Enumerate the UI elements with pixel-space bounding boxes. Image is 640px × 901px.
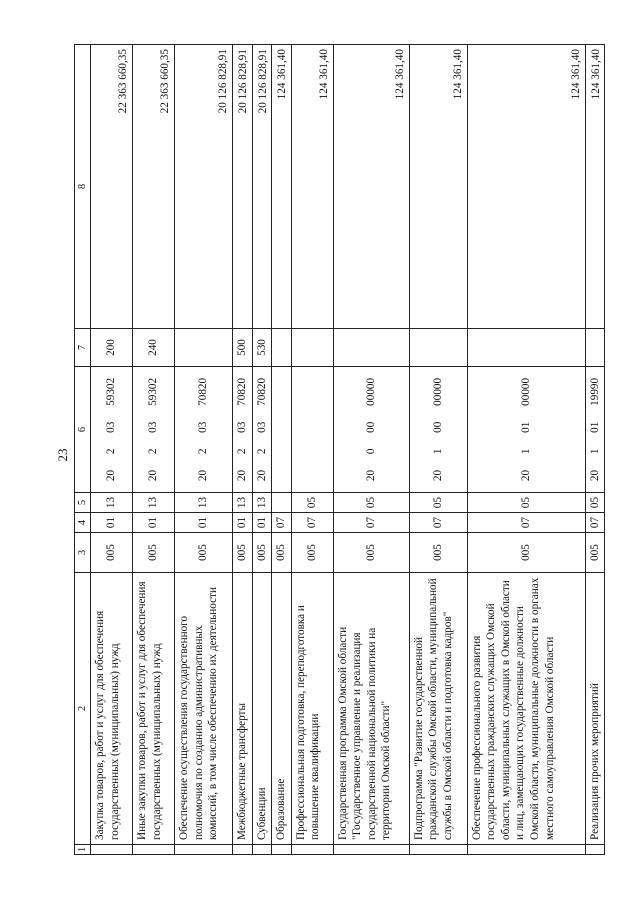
row-col-1 [585,845,605,855]
row-col-7: 200 [91,329,133,367]
row-col-4: 07 [585,513,605,533]
row-target-code [585,367,605,493]
row-col-3: 005 [233,533,253,573]
row-col-5: 13 [91,493,133,513]
code-part: 20 [105,469,118,482]
code-part: 2 [147,448,160,455]
code-part: 2 [105,448,118,455]
code-part: 20 [255,469,268,482]
header-row [75,45,91,855]
table-row [175,45,233,855]
code-part: 2 [197,448,210,455]
row-col-3: 005 [291,533,333,573]
row-col-4: 07 [409,513,467,533]
row-col-3: 005 [272,533,292,573]
header-cell-8: 8 [75,45,91,329]
table-row [133,45,175,855]
row-col-3: 005 [467,533,585,573]
row-col-1 [175,845,233,855]
row-amount: 22 363 660,35 [133,45,175,329]
row-col-1 [409,845,467,855]
code-part: 59302 [105,377,118,406]
code-part: 03 [236,421,248,433]
row-amount: 124 361,40 [467,45,585,329]
code-part: 2 [236,448,248,455]
row-amount: 20 126 828,91 [233,45,253,329]
row-name: Государственная программа Омской области "Государственное управление и реализация государственной национальной политики на территории Омской области" [333,573,409,845]
table-body [91,45,605,855]
row-col-7: 240 [133,329,175,367]
row-col-1 [333,845,409,855]
budget-table-wrapper [74,45,602,855]
table-row [409,45,467,855]
row-col-5 [272,493,292,513]
table-row [252,45,272,855]
code-part: 70820 [236,377,248,406]
header-cell-7: 7 [75,329,91,367]
row-target-code [272,367,292,493]
row-col-5: 13 [175,493,233,513]
row-col-7 [467,329,585,367]
row-amount: 124 361,40 [291,45,333,329]
code-part: 20 [147,469,160,482]
code-part: 20 [588,469,601,482]
code-part: 20 [431,469,444,482]
row-amount: 124 361,40 [272,45,292,329]
row-target-code [409,367,467,493]
table-row [585,45,605,855]
table-row [272,45,292,855]
row-amount: 124 361,40 [333,45,409,329]
code-part: 01 [588,421,601,433]
row-amount: 20 126 828,91 [175,45,233,329]
code-part: 1 [588,448,601,455]
budget-table [74,44,605,855]
code-part: 00 [364,421,377,433]
code-part: 19990 [588,377,601,406]
row-name: Профессиональная подготовка, переподготовка и повышение квалификации [291,573,333,845]
row-col-4: 01 [252,513,272,533]
header-cell-5: 5 [75,493,91,513]
row-col-1 [133,845,175,855]
row-name: Реализация прочих мероприятий [585,573,605,845]
row-target-code [233,367,253,493]
header-cell-2: 2 [75,573,91,845]
row-col-5: 13 [233,493,253,513]
row-target-code [91,367,133,493]
row-col-4: 07 [272,513,292,533]
row-col-3: 005 [409,533,467,573]
row-col-7: 530 [252,329,272,367]
row-col-4: 07 [467,513,585,533]
row-col-4: 01 [175,513,233,533]
row-target-code [133,367,175,493]
code-part: 00000 [519,377,532,406]
row-name: Подпрограмма "Развитие государственной гражданской службы Омской области, муниципальной службы в Омской области и подготовка кадров" [409,573,467,845]
code-part: 00000 [364,377,377,406]
header-cell-3: 3 [75,533,91,573]
code-part: 20 [197,469,210,482]
row-col-5: 05 [409,493,467,513]
row-col-5: 05 [585,493,605,513]
table-row [91,45,133,855]
row-col-1 [233,845,253,855]
row-col-7 [272,329,292,367]
code-part: 20 [236,469,248,482]
row-col-3: 005 [333,533,409,573]
row-amount: 20 126 828,91 [252,45,272,329]
page-number: 23 [55,448,70,462]
row-col-4: 01 [133,513,175,533]
row-amount: 124 361,40 [585,45,605,329]
code-part: 0 [364,448,377,455]
row-target-code [291,367,333,493]
row-amount: 22 363 660,35 [91,45,133,329]
row-col-5: 05 [291,493,333,513]
table-row [233,45,253,855]
row-col-3: 005 [91,533,133,573]
row-col-1 [91,845,133,855]
code-part: 00000 [431,377,444,406]
row-col-1 [252,845,272,855]
row-col-5: 13 [252,493,272,513]
code-part: 20 [364,469,377,482]
row-target-code [175,367,233,493]
row-name: Закупка товаров, работ и услуг для обеспечения государственных (муниципальных) нужд [91,573,133,845]
row-name: Иные закупки товаров, работ и услуг для обеспечения государственных (муниципальных) нужд [133,573,175,845]
code-part: 1 [431,448,444,455]
row-col-7 [333,329,409,367]
table-row [291,45,333,855]
row-col-7 [409,329,467,367]
row-col-3: 005 [175,533,233,573]
code-part: 59302 [147,377,160,406]
row-col-3: 005 [133,533,175,573]
code-part: 2 [255,448,268,455]
row-col-7 [175,329,233,367]
row-col-1 [467,845,585,855]
row-target-code [467,367,585,493]
row-name: Обеспечение осуществления государственного полномочия по созданию административных комиссий, в том числе обеспечению их деятельности [175,573,233,845]
row-col-7: 500 [233,329,253,367]
code-part: 03 [255,421,268,433]
row-col-3: 005 [252,533,272,573]
row-col-3: 005 [585,533,605,573]
row-name: Субвенции [252,573,272,845]
row-col-7 [585,329,605,367]
header-cell-4: 4 [75,513,91,533]
row-col-4: 01 [91,513,133,533]
row-target-code [252,367,272,493]
row-col-7 [291,329,333,367]
row-target-code [333,367,409,493]
row-col-4: 07 [291,513,333,533]
code-part: 20 [519,469,532,482]
code-part: 01 [519,421,532,433]
row-col-1 [272,845,292,855]
code-part: 03 [147,421,160,433]
header-cell-6: 6 [75,367,91,493]
code-part: 03 [105,421,118,433]
code-part: 1 [519,448,532,455]
row-name: Обеспечение профессионального развития государственных гражданских служащих Омской области, муниципальных служащих в Омской области и лиц, замещающих государственные должности Омской области, муниципальные должности в органах местного самоуправления Омской области [467,573,585,845]
row-col-4: 01 [233,513,253,533]
header-cell-1: 1 [75,845,91,855]
code-part: 70820 [255,377,268,406]
code-part: 70820 [197,377,210,406]
row-col-5: 05 [333,493,409,513]
row-col-5: 05 [467,493,585,513]
code-part: 03 [197,421,210,433]
row-col-1 [291,845,333,855]
row-col-5: 13 [133,493,175,513]
row-col-4: 07 [333,513,409,533]
table-row [467,45,585,855]
row-amount: 124 361,40 [409,45,467,329]
table-row [333,45,409,855]
code-part: 00 [431,421,444,433]
row-name: Образование [272,573,292,845]
row-name: Межбюджетные трансферты [233,573,253,845]
